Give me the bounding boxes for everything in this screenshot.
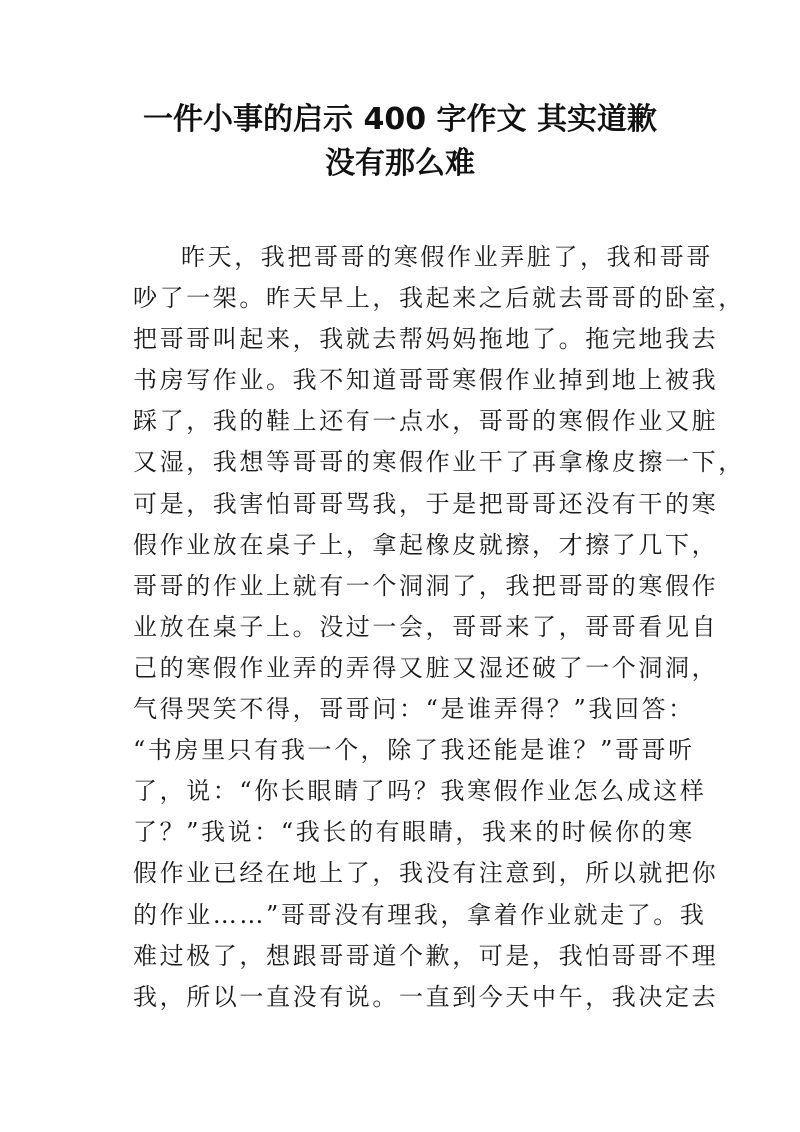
- body-line: “书房里只有我一个，除了我还能是谁？”哥哥听: [133, 736, 695, 765]
- body-line: 假作业已经在地上了，我没有注意到，所以就把你: [133, 859, 719, 888]
- body-line: 的作业……”哥哥没有理我，拿着作业就走了。我: [133, 900, 707, 929]
- body-line: 把哥哥叫起来，我就去帮妈妈拖地了。拖完地我去: [133, 325, 719, 354]
- body-line: 了，说：“你长眼睛了吗？我寒假作业怎么成这样: [133, 777, 707, 806]
- document-title: [100, 98, 700, 186]
- body-line: 气得哭笑不得，哥哥问：“是谁弄得？”我回答：: [133, 695, 695, 724]
- title-line-1: 一件小事的启示 400 字作文 其实道歉: [143, 102, 657, 137]
- body-line: 书房写作业。我不知道哥哥寒假作业掉到地上被我: [133, 366, 719, 395]
- body-line: 业放在桌子上。没过一会，哥哥来了，哥哥看见自: [133, 612, 719, 641]
- body-line: 哥哥的作业上就有一个洞洞了，我把哥哥的寒假作: [133, 571, 719, 600]
- body-line: 我，所以一直没有说。一直到今天中午，我决定去: [133, 982, 719, 1011]
- body-line: 了？”我说：“我长的有眼睛，我来的时候你的寒: [133, 818, 695, 847]
- document-body: [133, 237, 745, 1018]
- body-line: 假作业放在桌子上，拿起橡皮就擦，才擦了几下，: [133, 530, 719, 559]
- body-line: 又湿，我想等哥哥的寒假作业干了再拿橡皮擦一下，: [133, 448, 745, 477]
- body-line: 己的寒假作业弄的弄得又脏又湿还破了一个洞洞，: [133, 653, 719, 682]
- body-line: 可是，我害怕哥哥骂我，于是把哥哥还没有干的寒: [133, 489, 719, 518]
- body-line: 吵了一架。昨天早上，我起来之后就去哥哥的卧室，: [133, 284, 745, 313]
- body-line: 踩了，我的鞋上还有一点水，哥哥的寒假作业又脏: [133, 407, 719, 436]
- body-line: 昨天，我把哥哥的寒假作业弄脏了，我和哥哥: [181, 243, 713, 271]
- body-line: 难过极了，想跟哥哥道个歉，可是，我怕哥哥不理: [133, 941, 719, 970]
- title-line-2: 没有那么难: [325, 146, 475, 181]
